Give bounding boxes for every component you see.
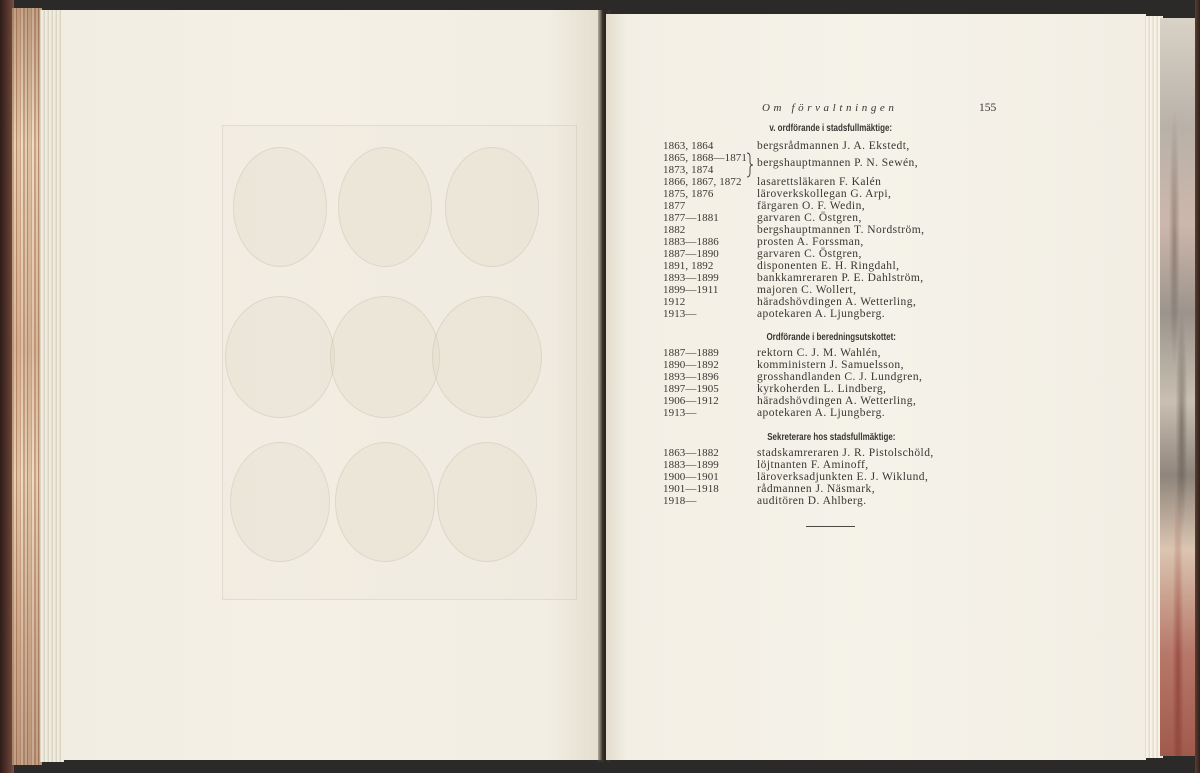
name-cell: grosshandlanden C. J. Lundgren, bbox=[757, 371, 923, 383]
years-cell: 1899—1911 bbox=[663, 284, 719, 296]
table-row bbox=[663, 395, 1023, 407]
years-cell: 1912 bbox=[663, 296, 686, 308]
name-cell: häradshövdingen A. Wetterling, bbox=[757, 395, 917, 407]
table-row bbox=[663, 140, 1023, 152]
marbled-page-edge-left bbox=[12, 8, 42, 765]
years-cell: 1877—1881 bbox=[663, 212, 719, 224]
table-row bbox=[663, 248, 1023, 260]
name-cell: apotekaren A. Ljungberg. bbox=[757, 407, 886, 419]
table-row bbox=[663, 347, 1023, 359]
end-rule-divider bbox=[806, 526, 855, 527]
book-cover-right-edge bbox=[1195, 0, 1200, 773]
table-row bbox=[663, 176, 1023, 188]
table-row bbox=[663, 359, 1023, 371]
years-cell: 1913— bbox=[663, 407, 697, 419]
table-row bbox=[663, 188, 1023, 200]
years-cell: 1882 bbox=[663, 224, 686, 236]
name-cell: läroverkskollegan G. Arpi, bbox=[757, 188, 892, 200]
portrait-oval bbox=[230, 442, 330, 562]
years-cell: 1900—1901 bbox=[663, 471, 719, 483]
years-cell: 1893—1899 bbox=[663, 272, 719, 284]
name-cell: häradshövdingen A. Wetterling, bbox=[757, 296, 917, 308]
years-cell: 1875, 1876 bbox=[663, 188, 714, 200]
section-heading bbox=[699, 330, 963, 343]
name-cell: kyrkoherden L. Lindberg, bbox=[757, 383, 887, 395]
table-row bbox=[663, 308, 1023, 320]
portrait-plate-bleedthrough bbox=[222, 125, 577, 600]
curly-brace-icon bbox=[746, 152, 754, 178]
name-cell: läroverksadjunkten E. J. Wiklund, bbox=[757, 471, 929, 483]
name-cell: lasarettsläkaren F. Kalén bbox=[757, 176, 882, 188]
years-cell: 1865, 1868—1871 bbox=[663, 152, 747, 164]
years-cell: 1883—1886 bbox=[663, 236, 719, 248]
table-row bbox=[663, 495, 1023, 507]
page-number: 155 bbox=[979, 102, 997, 114]
years-cell: 1906—1912 bbox=[663, 395, 719, 407]
table-row bbox=[663, 200, 1023, 212]
name-cell: garvaren C. Östgren, bbox=[757, 212, 862, 224]
years-cell: 1890—1892 bbox=[663, 359, 719, 371]
portrait-oval bbox=[432, 296, 542, 418]
name-cell: garvaren C. Östgren, bbox=[757, 248, 862, 260]
name-cell: apotekaren A. Ljungberg. bbox=[757, 308, 886, 320]
name-cell: stadskamreraren J. R. Pistolschöld, bbox=[757, 447, 934, 459]
table-row bbox=[663, 371, 1023, 383]
years-cell: 1887—1890 bbox=[663, 248, 719, 260]
table-row bbox=[663, 471, 1023, 483]
table-row bbox=[663, 447, 1023, 459]
years-cell: 1863, 1864 bbox=[663, 140, 714, 152]
table-row bbox=[663, 459, 1023, 471]
name-cell: bergshauptmannen T. Nordström, bbox=[757, 224, 925, 236]
table-row bbox=[663, 272, 1023, 284]
name-cell: prosten A. Forssman, bbox=[757, 236, 864, 248]
portrait-oval bbox=[330, 296, 440, 418]
table-row bbox=[663, 483, 1023, 495]
years-cell: 1913— bbox=[663, 308, 697, 320]
running-header-title: Om förvaltningen bbox=[762, 102, 898, 114]
years-cell: 1897—1905 bbox=[663, 383, 719, 395]
years-cell: 1891, 1892 bbox=[663, 260, 714, 272]
table-row bbox=[663, 284, 1023, 296]
left-page bbox=[62, 10, 602, 760]
years-cell: 1887—1889 bbox=[663, 347, 719, 359]
years-cell: 1863—1882 bbox=[663, 447, 719, 459]
officeholder-list bbox=[663, 140, 1023, 320]
portrait-oval bbox=[335, 442, 435, 562]
right-page bbox=[606, 14, 1146, 760]
name-cell: bergshauptmannen P. N. Sewén, bbox=[757, 157, 919, 169]
name-cell: löjtnanten F. Aminoff, bbox=[757, 459, 869, 471]
name-cell: disponenten E. H. Ringdahl, bbox=[757, 260, 900, 272]
table-row bbox=[663, 407, 1023, 419]
name-cell: majoren C. Wollert, bbox=[757, 284, 857, 296]
table-row bbox=[663, 383, 1023, 395]
portrait-oval bbox=[225, 296, 335, 418]
years-cell: 1873, 1874 bbox=[663, 164, 714, 176]
section-heading-text: v. ordförande i stadsfullmäktige: bbox=[769, 122, 893, 134]
years-cell: 1901—1918 bbox=[663, 483, 719, 495]
table-row bbox=[663, 224, 1023, 236]
years-cell: 1877 bbox=[663, 200, 686, 212]
years-cell: 1883—1899 bbox=[663, 459, 719, 471]
years-cell: 1893—1896 bbox=[663, 371, 719, 383]
name-cell: rektorn C. J. M. Wahlén, bbox=[757, 347, 882, 359]
portrait-oval bbox=[445, 147, 539, 267]
name-cell: färgaren O. F. Wedin, bbox=[757, 200, 866, 212]
years-cell: 1918— bbox=[663, 495, 697, 507]
marbled-page-edge-right bbox=[1160, 18, 1196, 756]
name-cell: rådmannen J. Näsmark, bbox=[757, 483, 876, 495]
table-row bbox=[663, 296, 1023, 308]
portrait-oval bbox=[338, 147, 432, 267]
table-row bbox=[663, 236, 1023, 248]
officeholder-list bbox=[663, 347, 1023, 419]
section-heading-text: Ordförande i beredningsutskottet: bbox=[766, 331, 896, 343]
officeholder-list bbox=[663, 447, 1023, 507]
section-heading bbox=[699, 121, 963, 134]
table-row bbox=[663, 260, 1023, 272]
table-row-bracketed bbox=[663, 152, 1023, 176]
portrait-oval bbox=[233, 147, 327, 267]
name-cell: bankkamreraren P. E. Dahlström, bbox=[757, 272, 924, 284]
years-cell: 1866, 1867, 1872 bbox=[663, 176, 742, 188]
table-row bbox=[663, 212, 1023, 224]
portrait-oval bbox=[437, 442, 537, 562]
name-cell: komministern J. Samuelsson, bbox=[757, 359, 904, 371]
name-cell: auditören D. Ahlberg. bbox=[757, 495, 867, 507]
page-stack-left bbox=[40, 10, 64, 762]
section-heading-text: Sekreterare hos stadsfullmäktige: bbox=[766, 431, 896, 443]
section-heading bbox=[699, 430, 963, 443]
name-cell: bergsrådmannen J. A. Ekstedt, bbox=[757, 140, 910, 152]
